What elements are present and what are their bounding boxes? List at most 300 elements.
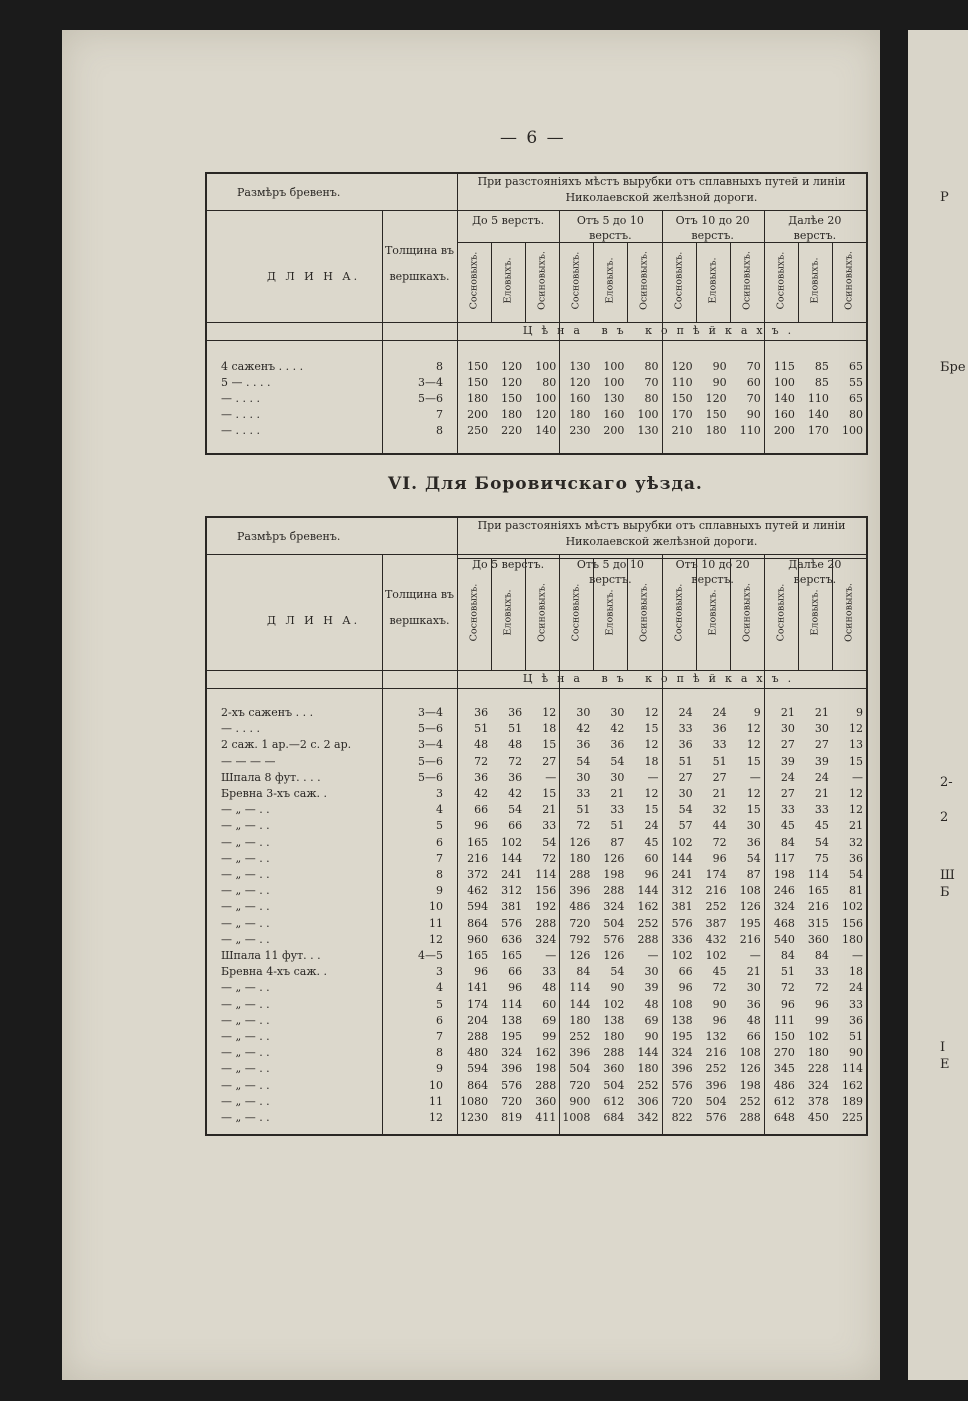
price-cell: 32 [848,835,863,849]
price-cell: 396 [705,1078,727,1092]
header-size: Размѣръ бревенъ. [237,186,341,199]
price-cell: 216 [807,900,829,914]
price-cell: 36 [848,851,863,865]
price-cell: 12 [644,787,659,800]
price-cell: 39 [780,754,795,768]
price-cell: 192 [535,900,557,914]
price-cell: 150 [467,376,489,389]
price-cell: 21 [610,787,625,800]
price-cell: 198 [603,868,625,881]
price-cell: 60 [746,376,761,389]
price-cell: 96 [712,1013,727,1027]
header-wood: Осиновыхъ. [843,251,855,310]
price-cell: 150 [501,392,523,405]
price-cell: 486 [773,1078,795,1092]
price-cell: 1230 [460,1111,489,1124]
price-cell: 90 [712,376,727,389]
price-cell: 165 [467,835,489,849]
row-length: — „ — . . [221,997,270,1011]
row-length: — „ — . . [221,1111,270,1124]
price-cell: 9 [753,706,761,719]
row-length: 5 — . . . . [221,376,271,389]
row-thickness: 4 [436,803,443,817]
price-cell: 144 [637,1046,659,1060]
row-length: 4 саженъ . . . . [221,360,304,373]
price-cell: 72 [712,835,727,849]
row-length: — „ — . . [221,884,270,898]
body-line [207,340,866,341]
header-distance: При разстояніяхъ мѣстъ вырубки отъ сплавныхъ путей и линіи Николаевской желѣзной дороги. [477,519,846,548]
sub-col-line [491,558,492,670]
price-cell: 220 [501,424,523,437]
price-cell: 15 [746,754,761,768]
header-wood: Еловыхъ. [707,257,719,304]
price-cell: — [545,770,557,784]
price-cell: 66 [508,819,523,833]
price-cell: 51 [848,1030,863,1043]
price-cell: 80 [644,392,659,405]
price-cell: 396 [569,1046,591,1060]
row-thickness: 8 [436,1046,443,1060]
price-cell: 90 [746,408,761,421]
price-cell: — [545,949,557,962]
price-cell: 115 [773,360,795,373]
price-cell: 241 [671,868,693,881]
price-cell: 720 [501,1094,523,1108]
price-cell: 30 [610,706,625,719]
price-cell: 54 [746,851,761,865]
price-cell: 72 [542,851,557,865]
section-title: VI. Для Боровичскаго уѣзда. [388,474,703,494]
price-cell: 27 [542,754,557,768]
price-cell: 138 [501,1013,523,1027]
header-d2: Отъ 5 до 10 верстъ. [576,558,644,586]
price-cell: 12 [644,706,659,719]
row-thickness: 3—4 [418,376,443,389]
header-length: Д Л И Н А. [267,614,361,627]
price-cell: 72 [712,981,727,995]
price-cell: 102 [603,997,625,1011]
price-table-1 [205,172,868,455]
price-cell: — [749,949,761,962]
row-length: — „ — . . [221,835,270,849]
price-cell: 162 [535,1046,557,1060]
price-cell: 24 [780,770,795,784]
price-cell: — [851,949,863,962]
price-cell: 180 [569,851,591,865]
price-cell: 324 [807,1078,829,1092]
price-cell: 160 [569,392,591,405]
row-length: — „ — . . [221,1013,270,1027]
price-cell: 216 [739,932,761,946]
row-thickness: 4 [436,981,443,995]
row-length: — „ — . . [221,1030,270,1043]
price-cell: 216 [705,1046,727,1060]
price-cell: 33 [712,738,727,752]
row-length: — „ — . . [221,932,270,946]
price-cell: 75 [814,851,829,865]
price-cell: 96 [644,868,659,881]
price-cell: 180 [637,1062,659,1076]
price-cell: 576 [671,1078,693,1092]
header-wood: Сосновыхъ. [570,251,582,310]
price-cell: 324 [535,932,557,946]
price-cell: 96 [678,981,693,995]
row-thickness: 5—6 [418,754,443,768]
price-cell: 87 [610,835,625,849]
price-line [207,670,866,671]
price-cell: 36 [848,1013,863,1027]
price-cell: 84 [576,965,591,979]
row-thickness: 3—4 [418,738,443,752]
price-cell: 720 [671,1094,693,1108]
fragment-text: Ш [940,868,955,883]
price-cell: 174 [705,868,727,881]
price-cell: 111 [773,1013,795,1027]
price-cell: 180 [467,392,489,405]
header-wood: Сосновыхъ. [673,583,685,642]
price-cell: 138 [671,1013,693,1027]
price-cell: 36 [610,738,625,752]
header-wood: Еловыхъ. [604,257,616,304]
price-cell: 84 [780,949,795,962]
row-thickness: 5—6 [418,770,443,784]
row-length: — „ — . . [221,900,270,914]
row-length: — „ — . . [221,1078,270,1092]
header-wood: Осиновыхъ. [741,583,753,642]
price-cell: 51 [474,722,489,736]
price-cell: — [647,770,659,784]
price-cell: 27 [814,738,829,752]
header-d4: Далѣе 20 верстъ. [788,558,842,586]
price-cell: 12 [848,803,863,817]
fragment-text: 2 [940,810,949,825]
sub-col-line [798,242,799,322]
header-wood: Осиновыхъ. [536,583,548,642]
price-cell: 48 [508,738,523,752]
price-cell: 198 [739,1078,761,1092]
price-cell: 15 [542,787,557,800]
price-cell: 288 [535,916,557,930]
header-wood: Еловыхъ. [809,257,821,304]
price-cell: 141 [467,981,489,995]
row-length: — . . . . [221,408,260,421]
row-thickness: 9 [436,1062,443,1076]
price-cell: 160 [603,408,625,421]
price-cell: 342 [637,1111,659,1124]
price-cell: 126 [739,900,761,914]
price-cell: 100 [603,360,625,373]
price-cell: 144 [637,884,659,898]
row-length: — „ — . . [221,1094,270,1108]
fragment-text: Е [940,1057,950,1072]
price-cell: 165 [467,949,489,962]
price-cell: 55 [848,376,863,389]
price-cell: 18 [644,754,659,768]
price-cell: 32 [712,803,727,817]
price-cell: 72 [814,981,829,995]
price-cell: 130 [569,360,591,373]
price-cell: 312 [501,884,523,898]
price-cell: 36 [474,770,489,784]
sub-col-line [627,242,628,322]
price-cell: 114 [501,997,523,1011]
price-cell: 33 [780,803,795,817]
price-cell: 15 [746,803,761,817]
row-length: — . . . . [221,722,260,736]
price-cell: 162 [841,1078,863,1092]
price-table-2 [205,516,868,1136]
price-cell: 39 [644,981,659,995]
price-cell: 96 [780,997,795,1011]
price-cell: 18 [542,722,557,736]
price-cell: 180 [569,1013,591,1027]
price-cell: 21 [712,787,727,800]
price-cell: 144 [569,997,591,1011]
price-cell: 30 [644,965,659,979]
price-cell: — [647,949,659,962]
header-wood: Сосновыхъ. [468,251,480,310]
price-cell: 288 [535,1078,557,1092]
price-cell: 324 [773,900,795,914]
price-cell: 30 [678,787,693,800]
price-cell: 252 [739,1094,761,1108]
price-cell: 180 [807,1046,829,1060]
price-cell: 54 [610,754,625,768]
price-cell: — [851,770,863,784]
fragment-text: Р [940,190,949,205]
price-cell: 396 [501,1062,523,1076]
price-cell: 24 [678,706,693,719]
header-length: Д Л И Н А. [267,270,361,283]
price-cell: 90 [644,1030,659,1043]
row-thickness: 10 [429,900,443,914]
price-cell: 1008 [562,1111,591,1124]
price-cell: 140 [773,392,795,405]
price-cell: 684 [603,1111,625,1124]
price-cell: 822 [671,1111,693,1124]
price-cell: 576 [501,916,523,930]
header-line [207,554,457,555]
row-thickness: 3 [436,965,443,979]
price-cell: 15 [848,754,863,768]
price-cell: 200 [773,424,795,437]
price-cell: 252 [705,1062,727,1076]
price-cell: 85 [814,360,829,373]
price-cell: 360 [807,932,829,946]
price-cell: 396 [671,1062,693,1076]
price-cell: 432 [705,932,727,946]
price-cell: 612 [603,1094,625,1108]
price-cell: 96 [508,981,523,995]
row-length: — „ — . . [221,819,270,833]
price-cell: 144 [671,851,693,865]
adjacent-page [908,30,968,1380]
price-cell: 312 [671,884,693,898]
price-cell: 36 [508,706,523,719]
price-cell: 99 [542,1030,557,1043]
price-cell: 180 [841,932,863,946]
price-cell: 132 [705,1030,727,1043]
price-cell: 126 [569,835,591,849]
price-cell: 204 [467,1013,489,1027]
price-cell: 48 [542,981,557,995]
header-d2: Отъ 5 до 10 верстъ. [576,214,644,242]
row-length: 2-хъ саженъ . . . [221,706,314,719]
price-cell: 27 [780,738,795,752]
price-cell: 381 [671,900,693,914]
price-cell: 100 [603,376,625,389]
price-cell: 252 [569,1030,591,1043]
sub-col-line [593,242,594,322]
price-cell: 30 [746,981,761,995]
price-cell: 21 [848,819,863,833]
price-cell: 24 [814,770,829,784]
price-cell: 117 [773,851,795,865]
price-cell: 12 [542,706,557,719]
price-cell: 66 [508,965,523,979]
price-cell: 288 [739,1111,761,1124]
row-thickness: 7 [436,408,443,421]
price-cell: 108 [739,1046,761,1060]
row-length: — „ — . . [221,851,270,865]
header-wood: Сосновыхъ. [673,251,685,310]
row-thickness: 7 [436,851,443,865]
price-cell: 66 [474,803,489,817]
price-cell: 792 [569,932,591,946]
price-cell: 100 [841,424,863,437]
price-cell: 30 [746,819,761,833]
row-length: Шпала 8 фут. . . . [221,770,321,784]
price-cell: 84 [780,835,795,849]
price-cell: 960 [467,932,489,946]
price-cell: 270 [773,1046,795,1060]
price-cell: 1080 [460,1094,489,1108]
row-length: — — — — [221,754,276,768]
row-length: — „ — . . [221,981,270,995]
price-cell: 51 [780,965,795,979]
row-length: Шпала 11 фут. . . [221,949,321,962]
price-cell: 102 [807,1030,829,1043]
price-cell: 114 [807,868,829,881]
price-cell: 504 [603,1078,625,1092]
price-cell: 288 [603,884,625,898]
price-cell: 120 [705,392,727,405]
price-cell: 27 [712,770,727,784]
price-cell: 110 [807,392,829,405]
header-thickness: Толщина въ вершкахъ. [384,244,455,283]
price-cell: 12 [848,787,863,800]
header-d4: Далѣе 20 верстъ. [788,214,842,242]
row-thickness: 6 [436,1013,443,1027]
price-cell: 636 [501,932,523,946]
price-cell: 30 [814,722,829,736]
sub-col-line [730,242,731,322]
row-thickness: 3—4 [418,706,443,719]
price-cell: 80 [542,376,557,389]
price-cell: 252 [637,1078,659,1092]
price-cell: 96 [712,851,727,865]
price-cell: 130 [637,424,659,437]
row-length: — . . . . [221,392,260,405]
price-cell: 36 [508,770,523,784]
price-cell: 33 [576,787,591,800]
row-thickness: 5 [436,997,443,1011]
price-cell: 216 [467,851,489,865]
price-cell: 33 [678,722,693,736]
price-cell: 80 [644,360,659,373]
price-cell: 21 [780,706,795,719]
price-cell: 36 [746,835,761,849]
price-cell: 156 [841,916,863,930]
row-length: — „ — . . [221,1046,270,1060]
header-wood: Еловыхъ. [707,589,719,636]
price-cell: 21 [814,706,829,719]
header-wood: Осиновыхъ. [638,583,650,642]
price-cell: 90 [712,360,727,373]
price-cell: 33 [542,819,557,833]
price-cell: 381 [501,900,523,914]
price-cell: 70 [746,392,761,405]
price-cell: 612 [773,1094,795,1108]
price-cell: 66 [678,965,693,979]
price-cell: 54 [678,803,693,817]
price-cell: 48 [746,1013,761,1027]
price-cell: 54 [610,965,625,979]
row-thickness: 6 [436,835,443,849]
header-d3: Отъ 10 до 20 верстъ. [675,214,750,242]
price-cell: 30 [610,770,625,784]
price-cell: 120 [569,376,591,389]
header-wood: Осиновыхъ. [536,251,548,310]
price-cell: 36 [678,738,693,752]
price-cell: 864 [467,1078,489,1092]
price-cell: 100 [535,360,557,373]
price-cell: 114 [569,981,591,995]
header-wood: Сосновыхъ. [775,583,787,642]
price-line [207,322,866,323]
price-cell: 51 [576,803,591,817]
price-cell: 48 [474,738,489,752]
price-cell: 504 [569,1062,591,1076]
fragment-text: Бре [940,360,966,375]
price-cell: 241 [501,868,523,881]
price-cell: 195 [739,916,761,930]
price-cell: 108 [671,997,693,1011]
header-wood: Еловыхъ. [502,589,514,636]
price-cell: 24 [644,819,659,833]
price-cell: 378 [807,1094,829,1108]
price-cell: 174 [467,997,489,1011]
price-cell: 120 [501,360,523,373]
price-cell: 84 [814,949,829,962]
price-cell: 24 [848,981,863,995]
header-line [207,210,457,211]
price-cell: 288 [637,932,659,946]
price-cell: 288 [467,1030,489,1043]
price-cell: 189 [841,1094,863,1108]
price-cell: 180 [569,408,591,421]
price-cell: 180 [705,424,727,437]
row-thickness: 12 [429,1111,443,1124]
price-cell: 72 [780,981,795,995]
price-cell: 288 [569,868,591,881]
price-cell: 96 [474,965,489,979]
price-cell: 110 [671,376,693,389]
price-cell: 60 [542,997,557,1011]
price-cell: 900 [569,1094,591,1108]
price-cell: 69 [542,1013,557,1027]
